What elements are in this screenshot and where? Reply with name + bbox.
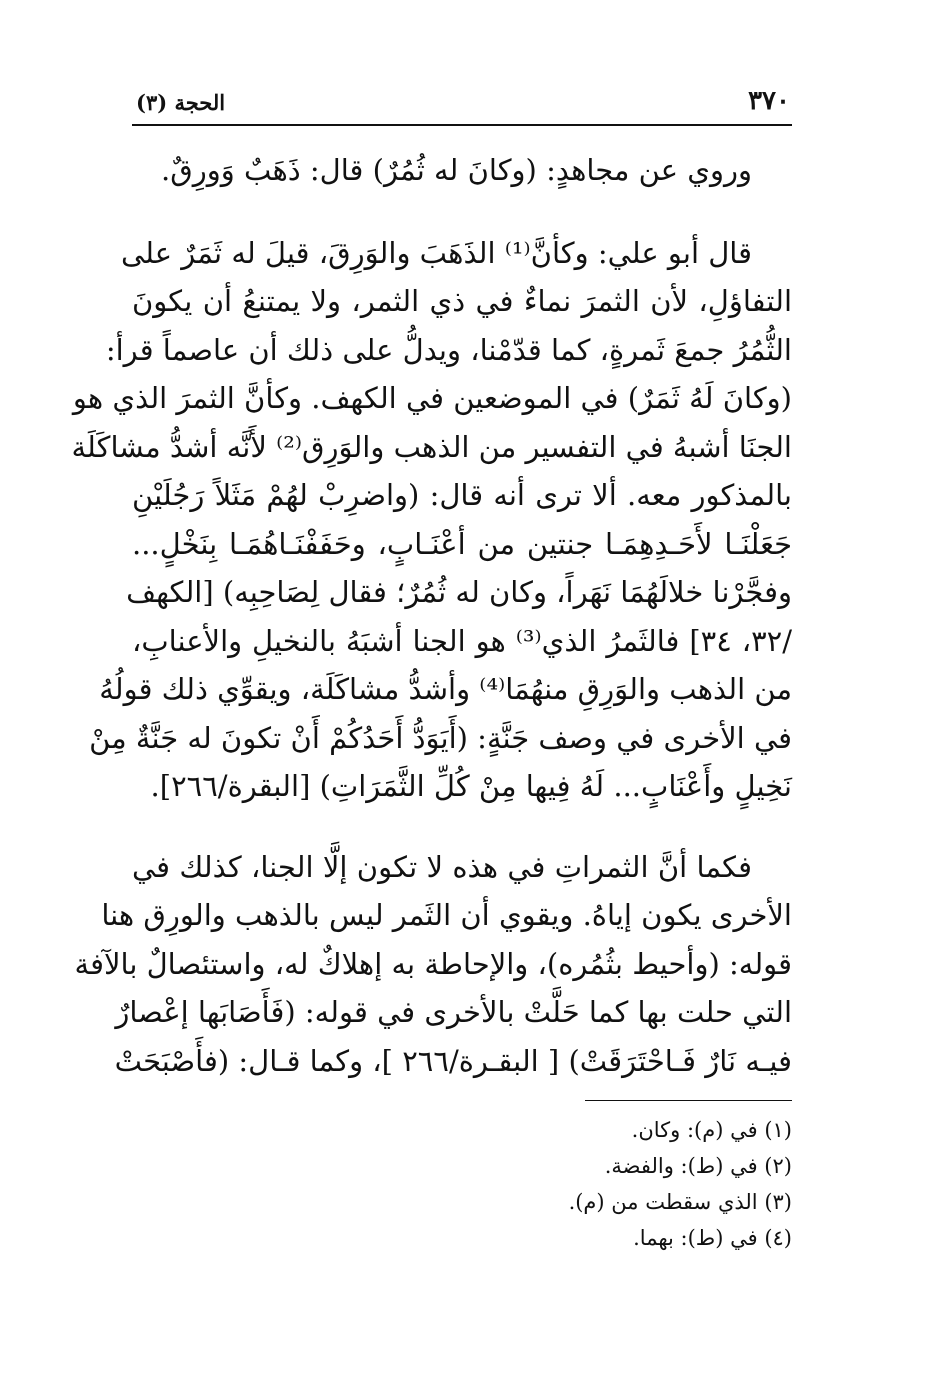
text-line: الثُّمُرُ جمعَ ثَمرةٍ، كما قدّمْنا، ويدلُّ على ذلك أن عاصماً قرأ: [105, 332, 792, 367]
text-line: /٣٢، ٣٤] فالثَمرُ الذي⁽³⁾ هو الجنا أشبَهُ بالنخيلِ والأعنابِ، [132, 623, 793, 658]
text-line: وروي عن مجاهدٍ: (وكانَ له ثُمُرٌ) قال: ذَهَبٌ وَورِقٌ. [161, 153, 752, 187]
text-line: وفجَّرْنا خلالَهُمَا نَهَراً، وكان له ثُمُرٌ؛ فقال لِصَاحِبِه) [الكهف [126, 575, 792, 609]
text-line: فيـه نَارٌ فَـاحْتَرَقَتْ) [ البقـرة/٢٦٦ ]، وكما قـال: (فأَصْبَحَتْ [114, 1043, 792, 1078]
text-line: (وكانَ لَهُ ثَمَرٌ) في الموضعين في الكهف. وكأنَّ الثمرَ الذي هو [72, 381, 792, 415]
paragraph-gap [132, 811, 792, 843]
footnote: (١) في (م): وكان. [631, 1118, 792, 1142]
main-text [71, 146, 793, 1085]
text-line: فكما أنَّ الثمراتِ في هذه لا تكون إلَّا الجنا، كذلك في [132, 849, 752, 884]
footnote: (٤) في (ط): بهما. [633, 1226, 792, 1250]
footnote: (٣) الذي سقطت من (م). [568, 1190, 792, 1214]
paragraph-1 [132, 146, 792, 195]
header-rule [132, 124, 792, 126]
text-line: التفاؤلِ، لأن الثمرَ نماءٌ في ذي الثمر، ولا يمتنعُ أن يكونَ [132, 284, 792, 318]
page-number: ٣٧٠ [748, 86, 790, 116]
running-head [132, 86, 792, 126]
text-line: نَخِيلٍ وأَعْنَابٍ... لَهُ فِيها مِنْ كُلِّ الثَّمَرَاتِ) [البقرة/٢٦٦]. [150, 769, 792, 803]
paragraph-2 [71, 229, 793, 811]
text-line: الجنَا أشبهُ في التفسير من الذهب والوَرِق⁽²⁾ لأَنَّه أشدُّ مشاكَلَة [71, 429, 792, 464]
paragraph-gap [132, 195, 792, 229]
text-line: بالمذكور معه. ألا ترى أنه قال: (واضرِبْ لهُمْ مَثَلاً رَجُلَيْنِ [132, 478, 792, 512]
footnotes [400, 1112, 792, 1256]
running-title: الحجة (٣) [136, 90, 226, 115]
text-line: من الذهب والوَرِقِ منهُمَا⁽⁴⁾ وأشدُّ مشاكَلَة، ويقوِّي ذلك قولُهُ [99, 672, 792, 706]
paragraph-3 [74, 843, 792, 1086]
text-line: جَعَلْنَـا لأَحَـدِهِمَـا جنتين من أعْنَـابٍ، وحَفَفْنَـاهُمَـا بِنَخْلٍ... [132, 526, 792, 561]
footnote-rule [585, 1100, 792, 1101]
footnote: (٢) في (ط): والفضة. [604, 1154, 792, 1178]
text-line: قوله: (وأحيط بثُمُره)، والإحاطة به إهلاكٌ له، واستئصالٌ بالآفة [74, 946, 792, 981]
text-line: في الأخرى في وصف جَنَّةٍ: (أَيَوَدُّ أَحَدُكُمْ أَنْ تكونَ له جَنَّةٌ مِنْ [89, 720, 792, 755]
text-line: التي حلت بها كما حَلَّتْ بالأخرى في قوله: (فَأَصَابَها إعْصارٌ [115, 995, 792, 1029]
text-line: الأخرى يكون إياهُ. ويقوي أن الثَمر ليس بالذهب والورِق هنا [101, 898, 792, 932]
text-line: قال أبو علي: وكأنَّ⁽¹⁾ الذَهَبَ والوَرِقَ، قيلَ له ثَمَرٌ على [120, 235, 752, 270]
